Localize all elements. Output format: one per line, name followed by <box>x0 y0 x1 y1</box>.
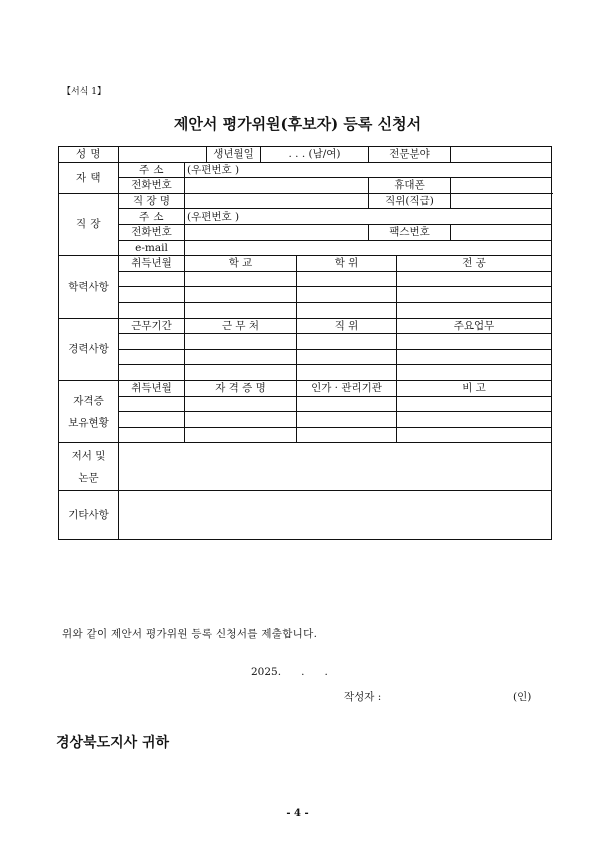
position-label: 직위(직급) <box>369 193 451 209</box>
education-major-field[interactable] <box>397 271 552 287</box>
education-date-field[interactable] <box>119 271 185 287</box>
certificate-entry-row <box>59 427 552 443</box>
email-row <box>59 240 552 256</box>
education-school-field[interactable] <box>185 287 297 303</box>
page-number: - 4 - <box>286 808 309 819</box>
field-input[interactable] <box>451 147 552 163</box>
career-header-row <box>59 318 552 334</box>
career-position-field[interactable] <box>297 349 397 365</box>
work-address-label: 주 소 <box>119 209 185 225</box>
home-address-label: 주 소 <box>119 162 185 178</box>
certificate-date-field[interactable] <box>119 412 185 428</box>
work-address-row <box>59 209 552 225</box>
home-address-row <box>59 162 552 178</box>
application-form-table <box>58 146 552 540</box>
education-degree-field[interactable] <box>297 287 397 303</box>
publications-label-line1: 저서 및 <box>71 449 106 462</box>
home-phone-field[interactable] <box>185 178 369 194</box>
education-degree-field[interactable] <box>297 302 397 318</box>
work-phone-label: 전화번호 <box>119 224 185 240</box>
email-label: e-mail <box>119 240 185 256</box>
education-col-school: 학 교 <box>185 256 297 272</box>
document-title: 제안서 평가위원(후보자) 등록 신청서 <box>173 115 422 133</box>
education-entry-row <box>59 302 552 318</box>
certificate-remarks-field[interactable] <box>397 412 552 428</box>
career-col-workplace: 근 무 처 <box>185 318 297 334</box>
career-col-period: 근무기간 <box>119 318 185 334</box>
other-row <box>59 491 552 540</box>
workplace-label: 직 장 명 <box>119 193 185 209</box>
work-address-field[interactable]: (우편번호 ) <box>185 209 552 225</box>
career-period-field[interactable] <box>119 365 185 381</box>
career-position-field[interactable] <box>297 334 397 350</box>
name-label: 성 명 <box>59 147 119 163</box>
certificate-date-field[interactable] <box>119 427 185 443</box>
mobile-field[interactable] <box>451 178 552 194</box>
education-col-date: 취득년월 <box>119 256 185 272</box>
certificate-remarks-field[interactable] <box>397 396 552 412</box>
career-workplace-field[interactable] <box>185 334 297 350</box>
certificate-authority-field[interactable] <box>297 427 397 443</box>
work-phone-row <box>59 224 552 240</box>
seal-mark: (인) <box>513 691 532 703</box>
home-address-field[interactable]: (우편번호 ) <box>185 162 552 178</box>
education-school-field[interactable] <box>185 302 297 318</box>
career-period-field[interactable] <box>119 334 185 350</box>
education-degree-field[interactable] <box>297 271 397 287</box>
education-col-degree: 학 위 <box>297 256 397 272</box>
education-date-field[interactable] <box>119 302 185 318</box>
certificate-section-label-line1: 자격증 <box>73 394 104 407</box>
certificate-date-field[interactable] <box>119 396 185 412</box>
education-entry-row <box>59 271 552 287</box>
workplace-field[interactable] <box>185 193 369 209</box>
education-major-field[interactable] <box>397 302 552 318</box>
home-section-label: 자 택 <box>59 162 119 193</box>
education-section-label: 학력사항 <box>59 256 119 318</box>
certificate-authority-field[interactable] <box>297 412 397 428</box>
education-header-row <box>59 256 552 272</box>
date-line: 2025. . . <box>251 666 328 678</box>
certificate-col-remarks: 비 고 <box>397 380 552 396</box>
education-major-field[interactable] <box>397 287 552 303</box>
career-entry-row <box>59 334 552 350</box>
workplace-row <box>59 193 552 209</box>
addressee: 경상북도지사 귀하 <box>56 735 170 751</box>
career-entry-row <box>59 365 552 381</box>
career-section-label: 경력사항 <box>59 318 119 380</box>
education-col-major: 전 공 <box>397 256 552 272</box>
career-duties-field[interactable] <box>397 349 552 365</box>
education-date-field[interactable] <box>119 287 185 303</box>
career-workplace-field[interactable] <box>185 349 297 365</box>
career-duties-field[interactable] <box>397 334 552 350</box>
email-field[interactable] <box>185 240 552 256</box>
fax-field[interactable] <box>451 224 552 240</box>
certificate-header-row <box>59 380 552 396</box>
author-label: 작성자 : <box>344 691 382 703</box>
certificate-remarks-field[interactable] <box>397 427 552 443</box>
career-workplace-field[interactable] <box>185 365 297 381</box>
home-phone-label: 전화번호 <box>119 178 185 194</box>
career-position-field[interactable] <box>297 365 397 381</box>
work-section-label: 직 장 <box>59 193 119 255</box>
publications-label-line2: 논문 <box>78 471 99 484</box>
field-label: 전문분야 <box>369 147 451 163</box>
home-phone-row <box>59 178 552 194</box>
certificate-name-field[interactable] <box>185 396 297 412</box>
certificate-name-field[interactable] <box>185 427 297 443</box>
education-entry-row <box>59 287 552 303</box>
form-label: 【서식 1】 <box>62 87 106 97</box>
certificate-col-date: 취득년월 <box>119 380 185 396</box>
position-field[interactable] <box>451 193 552 209</box>
certificate-col-name: 자 격 증 명 <box>185 380 297 396</box>
other-section-label: 기타사항 <box>59 491 119 540</box>
fax-label: 팩스번호 <box>369 224 451 240</box>
certificate-entry-row <box>59 396 552 412</box>
certificate-col-authority: 인가 · 관리기관 <box>297 380 397 396</box>
certificate-name-field[interactable] <box>185 412 297 428</box>
submission-statement: 위와 같이 제안서 평가위원 등록 신청서를 제출합니다. <box>62 628 318 640</box>
publications-section-label <box>59 443 119 491</box>
career-period-field[interactable] <box>119 349 185 365</box>
personal-info-row <box>59 147 552 163</box>
certificate-section-label <box>59 380 119 442</box>
certificate-authority-field[interactable] <box>297 396 397 412</box>
career-col-position: 직 위 <box>297 318 397 334</box>
mobile-label: 휴대폰 <box>369 178 451 194</box>
career-duties-field[interactable] <box>397 365 552 381</box>
other-field[interactable] <box>119 491 552 540</box>
certificate-section-label-line2: 보유현황 <box>68 416 109 429</box>
birth-field[interactable]: . . . (남/여) <box>261 147 369 163</box>
work-phone-field[interactable] <box>185 224 369 240</box>
publications-field[interactable] <box>119 443 552 491</box>
career-col-duties: 주요업무 <box>397 318 552 334</box>
certificate-entry-row <box>59 412 552 428</box>
publications-row <box>59 443 552 491</box>
birth-label: 생년월일 <box>207 147 261 163</box>
education-school-field[interactable] <box>185 271 297 287</box>
name-field[interactable] <box>119 147 207 163</box>
career-entry-row <box>59 349 552 365</box>
